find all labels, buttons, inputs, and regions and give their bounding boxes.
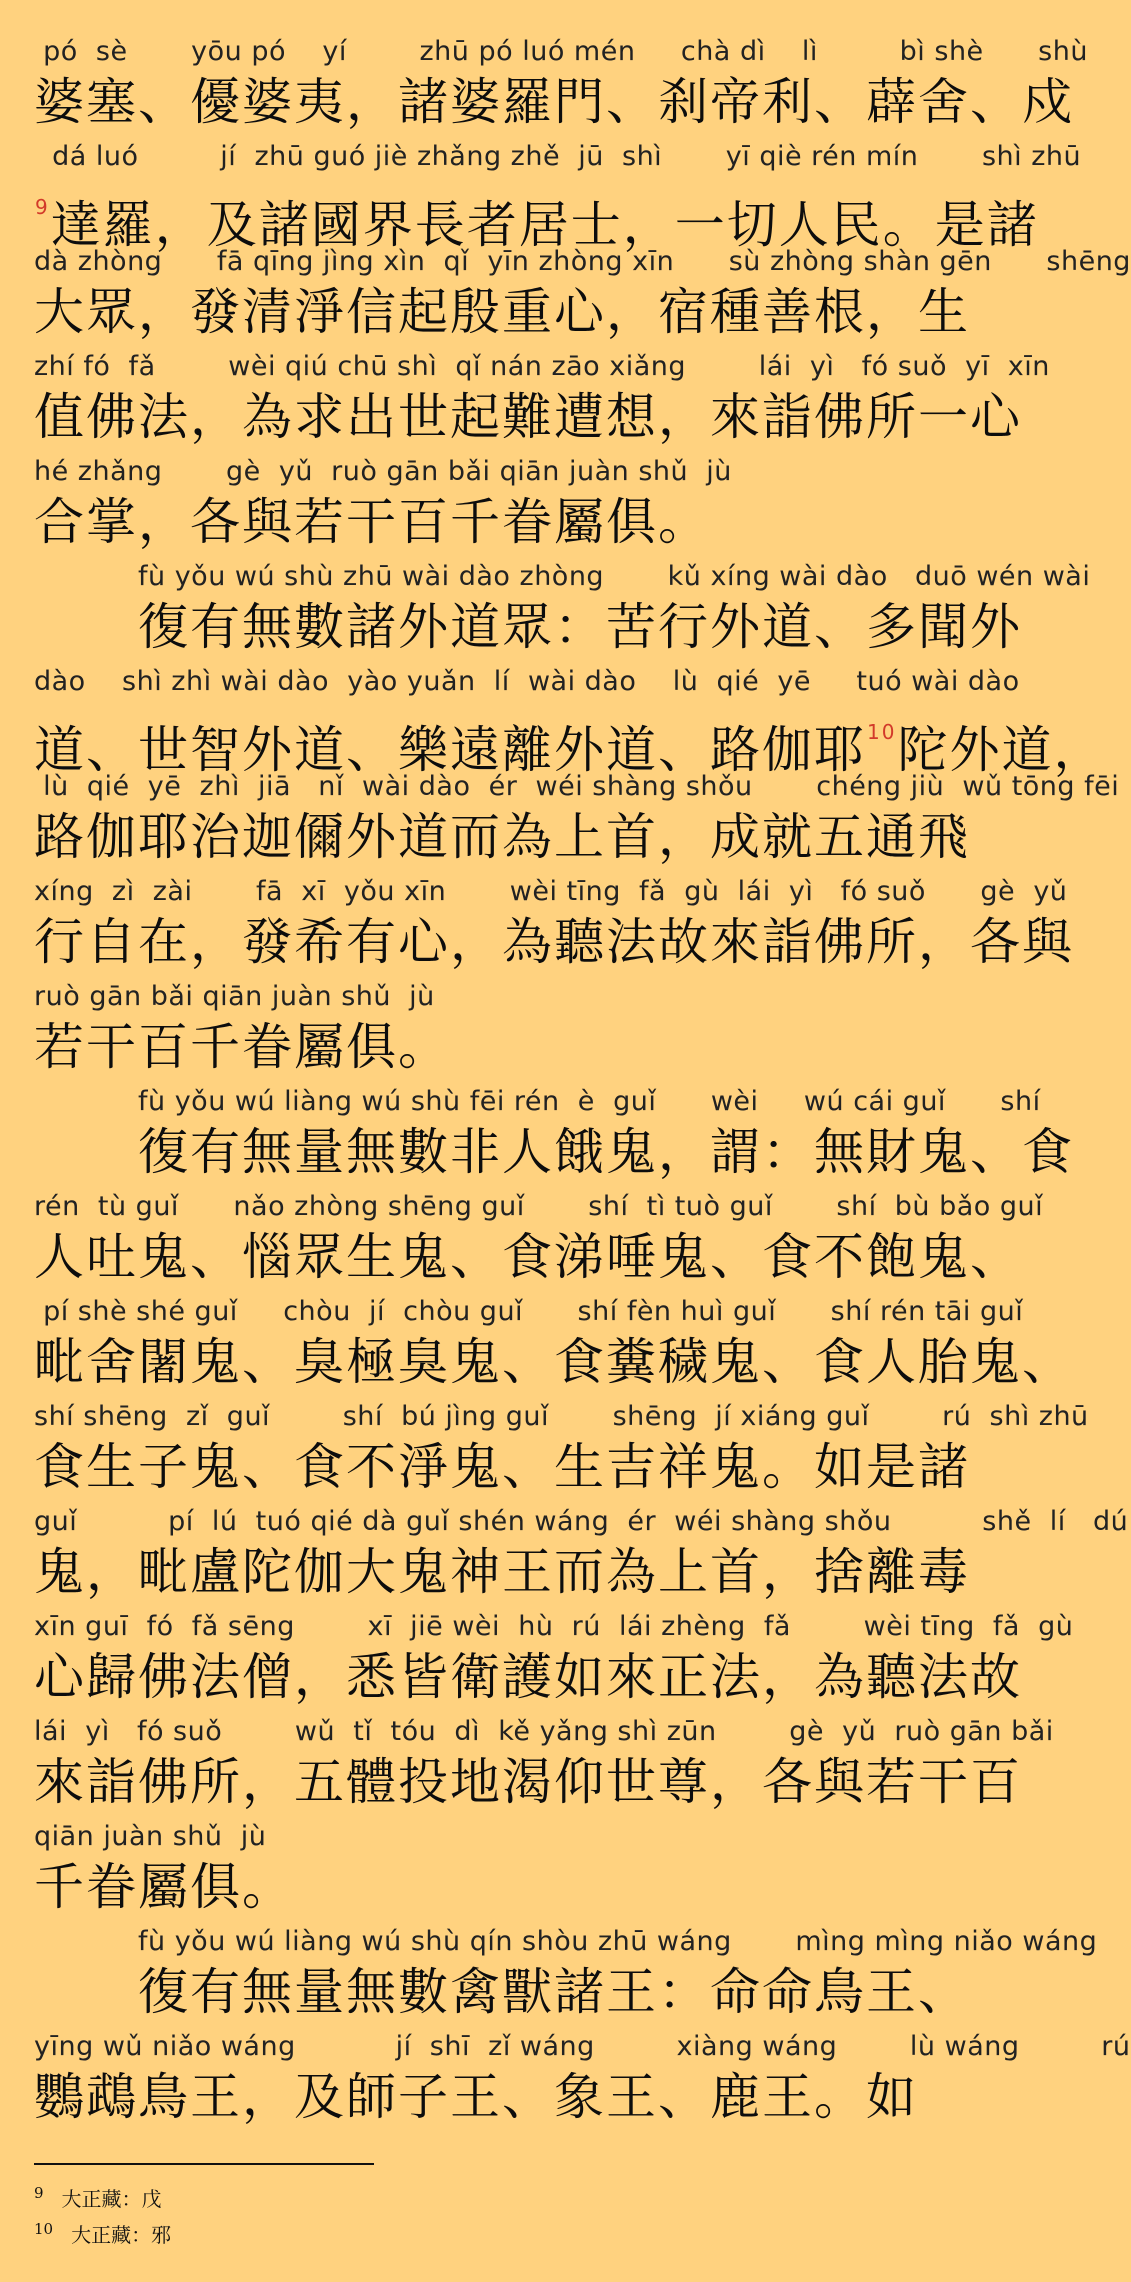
text-line	[34, 1716, 1054, 1821]
hanzi-line: 心歸佛法僧，悉皆衛護如來正法，為聽法故	[34, 1648, 1022, 1706]
pinyin-line: yīng wǔ niǎo wáng jí shī zǐ wáng xiàng wáng lù wáng rú	[34, 2031, 1131, 2062]
footnote-text: 大正藏：邪	[71, 2223, 172, 2247]
hanzi-line: 若干百千眷屬俱。	[34, 1018, 450, 1076]
pinyin-line: zhí fó fǎ wèi qiú chū shì qǐ nán zāo xiǎng lái yì fó suǒ yī xīn	[34, 351, 1050, 382]
text-line	[34, 561, 1091, 666]
hanzi-line: 復有無量無數禽獸諸王：命命鳥王、	[138, 1963, 970, 2021]
text-line	[34, 1506, 1129, 1611]
text-line	[34, 1191, 1046, 1296]
pinyin-line: lù qié yē zhì jiā nǐ wài dào ér wéi shàng shǒu chéng jiù wǔ tōng fēi	[34, 771, 1120, 802]
hanzi-line: 人吐鬼、惱眾生鬼、食涕唾鬼、食不飽鬼、	[34, 1228, 1022, 1286]
text-line	[34, 1401, 1089, 1506]
pinyin-line: ruò gān bǎi qiān juàn shǔ jù	[34, 981, 435, 1012]
footnote-marker[interactable]: 9	[35, 195, 50, 219]
text-line	[34, 1821, 1046, 1926]
hanzi-line: 路伽耶治迦儞外道而為上首，成就五通飛	[34, 808, 970, 866]
footnote-item	[34, 2175, 171, 2211]
text-line	[34, 141, 1082, 254]
sutra-text-block	[34, 36, 1131, 2136]
text-line	[34, 1296, 1074, 1401]
text-line	[34, 1611, 1074, 1716]
hanzi-line: 食生子鬼、食不淨鬼、生吉祥鬼。如是諸	[34, 1438, 970, 1496]
footnote-number: 9	[34, 2184, 44, 2202]
text-line	[34, 351, 1050, 456]
hanzi-line: 行自在，發希有心，為聽法故來詣佛所，各與	[34, 913, 1074, 971]
text-line	[34, 1926, 1098, 2031]
pinyin-line: lái yì fó suǒ wǔ tǐ tóu dì kě yǎng shì zūn gè yǔ ruò gān bǎi	[34, 1716, 1054, 1747]
pinyin-line: rén tù guǐ nǎo zhòng shēng guǐ shí tì tuò guǐ shí bù bǎo guǐ	[34, 1191, 1044, 1222]
pinyin-line: fù yǒu wú shù zhū wài dào zhòng kǔ xíng wài dào duō wén wài	[138, 561, 1091, 592]
pinyin-line: dá luó jí zhū guó jiè zhǎng zhě jū shì yī qiè rén mín shì zhū	[34, 141, 1082, 172]
hanzi-segment: 道、世智外道、樂遠離外道、路伽耶	[34, 721, 866, 779]
pinyin-line: hé zhǎng gè yǔ ruò gān bǎi qiān juàn shǔ jù	[34, 456, 732, 487]
text-line	[34, 666, 1106, 779]
hanzi-line: 復有無量無數非人餓鬼，謂：無財鬼、食	[138, 1123, 1074, 1181]
hanzi-line: 鬼，毗盧陀伽大鬼神王而為上首，捨離毒	[34, 1543, 970, 1601]
hanzi-line	[34, 175, 1046, 257]
pinyin-line: pó sè yōu pó yí zhū pó luó mén chà dì lì bì shè shù	[34, 36, 1088, 67]
hanzi-line: 來詣佛所，五體投地渴仰世尊，各與若干百	[34, 1753, 1022, 1811]
hanzi-line: 婆塞、優婆夷，諸婆羅門、刹帝利、薜舍、戍	[34, 73, 1074, 131]
footnote-divider	[34, 2163, 374, 2165]
pinyin-line: shí shēng zǐ guǐ shí bú jìng guǐ shēng jí xiáng guǐ rú shì zhū	[34, 1401, 1089, 1432]
hanzi-line: 大眾，發清淨信起殷重心，宿種善根，生	[34, 283, 970, 341]
footnote-number: 10	[34, 2220, 54, 2238]
text-line	[34, 2031, 1131, 2136]
footnotes	[34, 2175, 171, 2247]
text-line	[34, 771, 1120, 876]
pinyin-line: qiān juàn shǔ jù	[34, 1821, 267, 1852]
pinyin-line: xíng zì zài fā xī yǒu xīn wèi tīng fǎ gù lái yì fó suǒ gè yǔ	[34, 876, 1068, 907]
pinyin-line: guǐ pí lú tuó qié dà guǐ shén wáng ér wéi shàng shǒu shě lí dú	[34, 1506, 1129, 1537]
footnote-item	[34, 2211, 171, 2247]
text-line	[34, 1086, 1074, 1191]
hanzi-line: 毗舍闍鬼、臭極臭鬼、食糞穢鬼、食人胎鬼、	[34, 1333, 1074, 1391]
text-line	[34, 246, 1131, 351]
pinyin-line: dà zhòng fā qīng jìng xìn qǐ yīn zhòng xīn sù zhòng shàn gēn shēng	[34, 246, 1131, 277]
footnote-marker[interactable]: 10	[867, 720, 897, 744]
hanzi-line: 值佛法，為求出世起難遭想，來詣佛所一心	[34, 388, 1022, 446]
hanzi-segment: 陀外道，	[897, 721, 1106, 779]
pinyin-line: fù yǒu wú liàng wú shù fēi rén è guǐ wèi wú cái guǐ shí	[138, 1086, 1041, 1117]
footnote-text: 大正藏：戊	[61, 2187, 162, 2211]
hanzi-segment: 達羅，及諸國界長者居士，一切人民。是諸	[50, 196, 1039, 254]
pinyin-line: pí shè shé guǐ chòu jí chòu guǐ shí fèn huì guǐ shí rén tāi guǐ	[34, 1296, 1024, 1327]
text-line	[34, 876, 1074, 981]
text-line	[34, 456, 1046, 561]
text-line	[34, 36, 1088, 141]
pinyin-line: xīn guī fó fǎ sēng xī jiē wèi hù rú lái zhèng fǎ wèi tīng fǎ gù	[34, 1611, 1074, 1642]
text-line	[34, 981, 1046, 1086]
hanzi-line: 千眷屬俱。	[34, 1858, 294, 1916]
hanzi-line	[34, 700, 1106, 782]
hanzi-line: 復有無數諸外道眾：苦行外道、多聞外	[138, 598, 1022, 656]
pinyin-line: dào shì zhì wài dào yào yuǎn lí wài dào lù qié yē tuó wài dào	[34, 666, 1020, 697]
hanzi-line: 合掌，各與若干百千眷屬俱。	[34, 493, 710, 551]
hanzi-line: 鸚鵡鳥王，及師子王、象王、鹿王。如	[34, 2068, 918, 2126]
pinyin-line: fù yǒu wú liàng wú shù qín shòu zhū wáng mìng mìng niǎo wáng	[138, 1926, 1098, 1957]
